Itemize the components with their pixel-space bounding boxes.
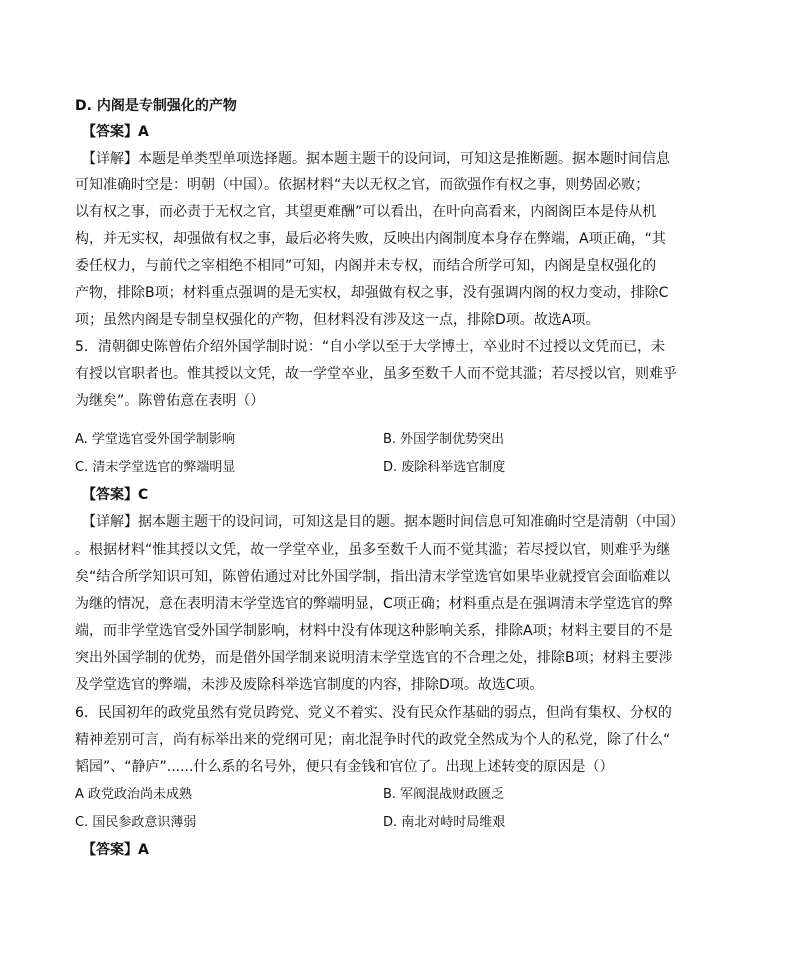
q5-detail-line: 及学堂选官的弊端，未涉及废除科举选官制度的内容，排除D项。故选C项。 [75,677,544,693]
q6-stem-line: 韬园”、“静庐”......什么系的名号外，便只有金钱和官位了。出现上述转变的原因是（） [75,759,614,775]
q5-detail-line: 【详解】据本题主题干的设问词，可知这是目的题。据本题时间信息可知准确时空是清朝（中国） [82,514,684,530]
q6-option-d: D. 南北对峙时局维艰 [383,815,506,830]
q6-stem-line: 精神差别可言，尚有标举出来的党纲可见；南北混争时代的政党全然成为个人的私党，除了什么“ [75,732,671,748]
q4-detail-line: 【详解】本题是单类型单项选择题。据本题主题干的设问词，可知这是推断题。据本题时间信息 [82,151,670,167]
q4-detail-line: 构，并无实权，却强做有权之事，最后必将失败，反映出内阁制度本身存在弊端，A项正确，“其 [75,231,666,247]
q6-stem-line: 6．民国初年的政党虽然有党员跨党、党义不着实、没有民众作基础的弱点，但尚有集权、分权的 [75,705,672,721]
q5-option-b: B. 外国学制优势突出 [383,432,505,447]
q5-option-a: A. 学堂选官受外国学制影响 [75,432,235,447]
q5-stem-line: 有授以官职者也。惟其授以文凭，故一学堂卒业，虽多至数千人而不觉其滥；若尽授以官，则难乎 [75,366,677,382]
q4-option-d: D. 内阁是专制强化的产物 [75,98,237,114]
q6-option-a: A 政党政治尚未成熟 [75,787,193,802]
q5-stem-line: 为继矣”。陈曾佑意在表明（） [75,393,265,409]
q4-detail-line: 以有权之事，而必责于无权之官，其望更难酬”可以看出，在叶向高看来，内阁阁臣本是侍从机 [75,204,657,220]
q5-detail-line: 突出外国学制的优势，而是借外国学制来说明清末学堂选官的不合理之处，排除B项；材料主要涉 [75,650,673,666]
q5-detail-line: 矣“结合所学知识可知，陈曾佑通过对比外国学制，指出清末学堂选官如果毕业就授官会面临难以 [75,569,671,585]
q4-detail-line: 委任权力，与前代之宰相绝不相同”可知，内阁并未专权，而结合所学可知，内阁是皇权强化的 [75,258,657,274]
q6-option-c: C. 国民参政意识薄弱 [75,815,197,830]
q5-option-d: D. 废除科举选官制度 [383,460,506,475]
q5-stem-line: 5．清朝御史陈曾佑介绍外国学制时说：“自小学以至于大学博士，卒业时不过授以文凭而已，未 [75,339,666,355]
q5-option-c: C. 清末学堂选官的弊端明显 [75,460,236,475]
q4-detail-line: 可知准确时空是：明朝（中国）。依据材料“夫以无权之官，而欲强作有权之事，则势固必败； [75,177,650,193]
q4-detail-line: 产物，排除B项；材料重点强调的是无实权，却强做有权之事，没有强调内阁的权力变动，排除C [75,285,669,301]
q5-detail-line: 。根据材料“惟其授以文凭，故一学堂卒业，虽多至数千人而不觉其滥；若尽授以官，则难乎为继 [75,542,671,558]
q5-detail-line: 为继的情况，意在表明清末学堂选官的弊端明显，C项正确；材料重点是在强调清末学堂选官的弊 [75,596,673,612]
q6-answer: 【答案】A [82,842,149,858]
q4-detail-line: 项；虽然内阁是专制皇权强化的产物，但材料没有涉及这一点，排除D项。故选A项。 [75,312,600,328]
q6-option-b: B. 军阀混战财政匮乏 [383,787,505,802]
q4-answer: 【答案】A [82,124,149,140]
q5-answer: 【答案】C [82,487,149,503]
q5-detail-line: 端，而非学堂选官受外国学制影响，材料中没有体现这种影响关系，排除A项；材料主要目的不是 [75,623,673,639]
